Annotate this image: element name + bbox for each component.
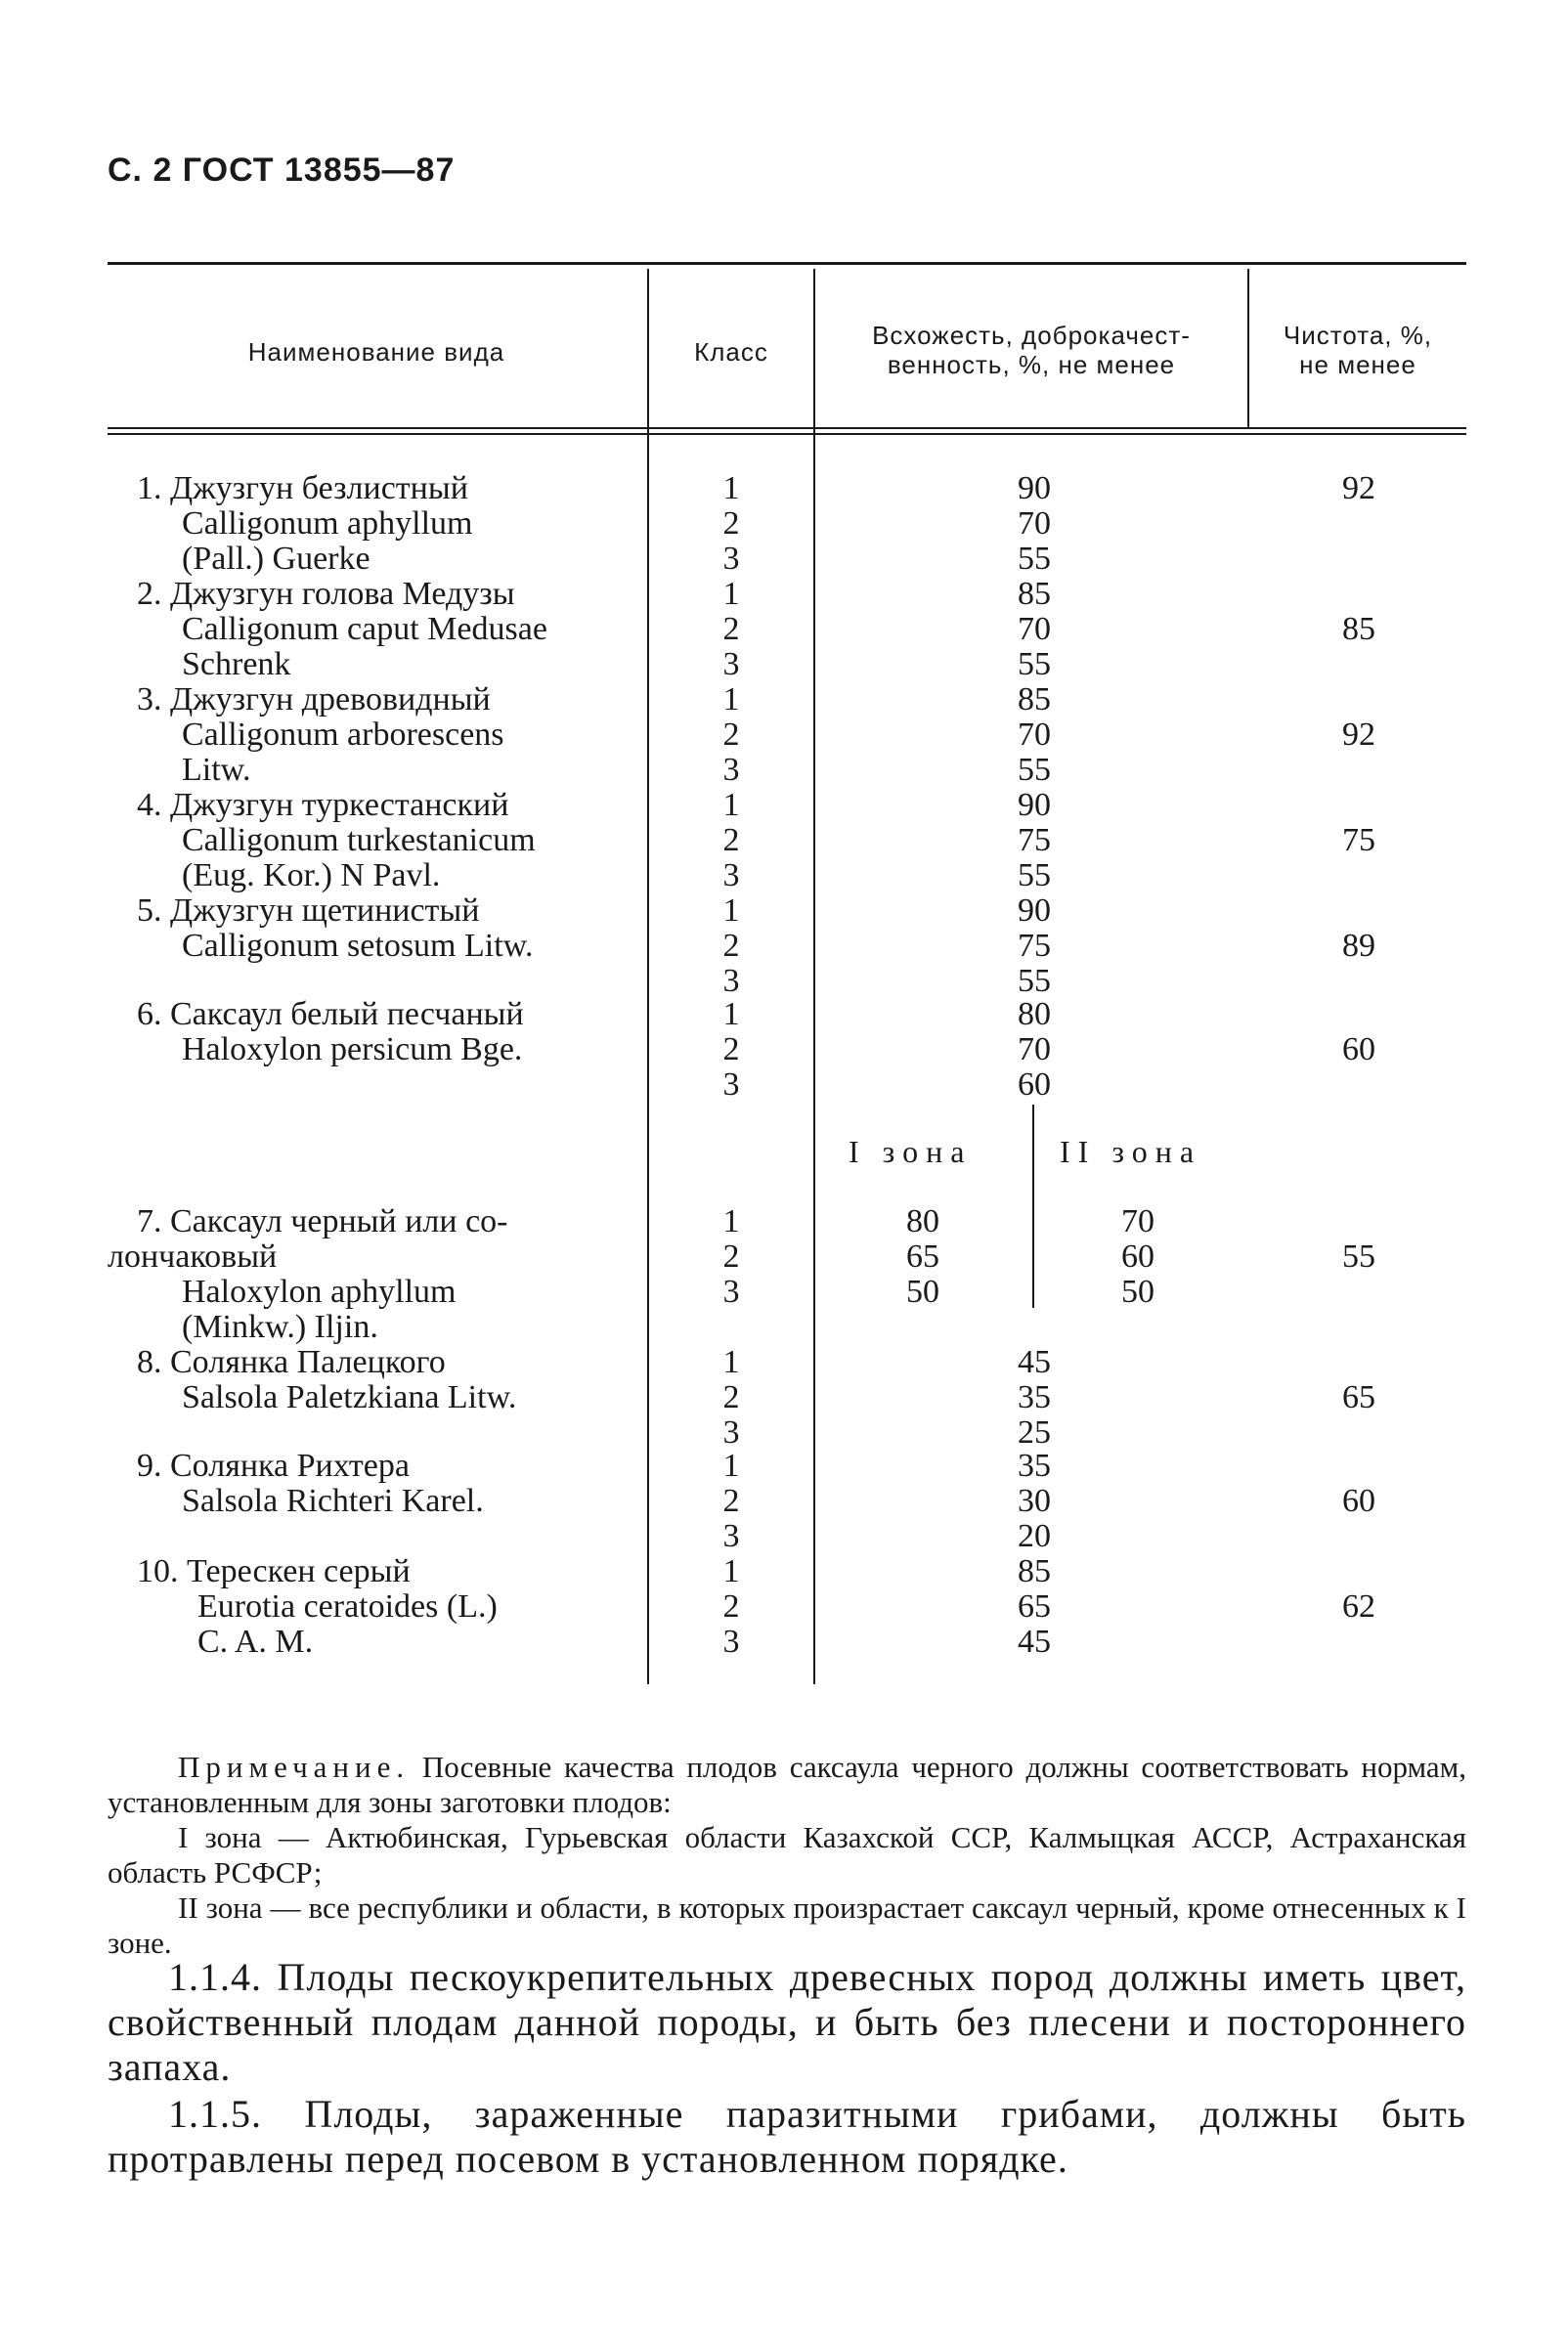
table-row-name: 3. Джузгун древовидный Calligonum arborescens Litw. [137, 681, 504, 788]
zone-divider [1032, 1105, 1034, 1308]
note-zone-1: I зона — Актюбинская, Гурьевская области Казахской ССР, Калмыцкая АССР, Астраханская область РСФСР; [108, 1820, 1466, 1890]
table-row-germination: 90 75 55 [1018, 787, 1051, 893]
body-text [108, 1955, 1466, 2184]
table-row-class: 1 2 3 [722, 892, 740, 999]
table-row-name: 1. Джузгун безлистный Calligonum aphyllum (Pall.) Guerke [137, 470, 473, 577]
table-row-class: 1 2 3 [722, 1344, 740, 1451]
table-row-germination: 85 70 55 [1018, 681, 1051, 788]
table-header-rule-2 [108, 433, 1466, 435]
table-row-name: 2. Джузгун голова Медузы Calligonum caput Medusae Schrenk [137, 576, 547, 682]
table-row-germination: 80 70 60 [1018, 996, 1051, 1103]
table-header-rule [108, 427, 1466, 429]
table-row-class: 1 2 3 [722, 470, 740, 577]
table-row-germination: 90 75 55 [1018, 892, 1051, 999]
table-row-purity: 60 [1342, 1483, 1375, 1519]
table-row-germination: 35 30 20 [1018, 1448, 1051, 1554]
table-row-purity: 92 [1342, 470, 1375, 506]
note-label: Примечание. [178, 1750, 411, 1784]
table-row-purity: 75 [1342, 822, 1375, 858]
table-row-class: 1 2 3 [722, 787, 740, 893]
table-row-germination: 90 70 55 [1018, 470, 1051, 577]
table-row-class: 1 2 3 [722, 1448, 740, 1554]
table-row-purity: 55 [1342, 1238, 1375, 1275]
table-row-name-cont: Haloxylon aphyllum (Minkw.) Iljin. [182, 1274, 457, 1345]
table-row-purity: 65 [1342, 1379, 1375, 1415]
table-row-name: 6. Саксаул белый песчаный Haloxylon persicum Bge. [137, 996, 524, 1067]
col-divider-1 [647, 269, 649, 1684]
table-note [108, 1750, 1466, 1961]
table-row-purity: 92 [1342, 717, 1375, 753]
table-row-name: 7. Саксаул черный или со- [137, 1203, 508, 1239]
paragraph-1-1-5: 1.1.5. Плоды, зараженные паразитными грибами, должны быть протравлены перед посевом в установленном порядке. [108, 2092, 1466, 2181]
page-header: С. 2 ГОСТ 13855—87 [108, 152, 456, 189]
table-row-class: 1 2 3 [722, 1203, 740, 1310]
table-row-name: 8. Солянка Палецкого Salsola Paletzkiana Litw. [137, 1344, 517, 1415]
table-row-name-cont: лончаковый [108, 1238, 278, 1275]
table-row-purity: 89 [1342, 928, 1375, 964]
table-row-purity: 62 [1342, 1588, 1375, 1625]
paragraph-1-1-4: 1.1.4. Плоды пескоукрепительных древесных пород должны иметь цвет, свойственный плодам данной породы, и быть без плесени и постороннего запаха. [108, 1955, 1466, 2089]
zone-2-label: II зона [1060, 1134, 1202, 1169]
table-row-class: 1 2 3 [722, 576, 740, 682]
table-row-name: 5. Джузгун щетинистый Calligonum setosum Litw. [137, 892, 534, 964]
col-header-name: Наименование вида [247, 337, 505, 367]
table-top-rule [108, 262, 1466, 265]
table-row-germination: 85 70 55 [1018, 576, 1051, 682]
zone-1-label: I зона [849, 1134, 973, 1169]
table-row-name: 9. Солянка Рихтера Salsola Richteri Karel. [137, 1448, 484, 1519]
col-divider-2 [813, 269, 815, 1684]
col-header-class: Класс [694, 337, 768, 367]
col-header-purity: Чистота, %, не менее [1283, 321, 1433, 379]
table-row-germination: 85 65 45 [1018, 1553, 1051, 1660]
table-row-class: 1 2 3 [722, 1553, 740, 1660]
table-row-germination-zone2: 70 60 50 [1121, 1203, 1154, 1310]
table-row-name: 4. Джузгун туркестанский Calligonum turkestanicum (Eug. Kor.) N Pavl. [137, 787, 536, 893]
table-row-class: 1 2 3 [722, 996, 740, 1103]
table-row-class: 1 2 3 [722, 681, 740, 788]
table-row-germination-zone1: 80 65 50 [906, 1203, 939, 1310]
table-row-purity: 60 [1342, 1031, 1375, 1067]
table-row-germination: 45 35 25 [1018, 1344, 1051, 1451]
note-zone-2: II зона — все республики и области, в которых произрастает саксаул черный, кроме отнесенных к I зоне. [108, 1890, 1466, 1960]
note-text: Посевные качества плодов саксаула черного должны соответствовать нормам, установленным для зоны заготовки плодов: [108, 1750, 1467, 1819]
table-row-name: 10. Терескен серый Eurotia ceratoides (L.) C. A. M. [137, 1553, 498, 1660]
col-header-germination: Всхожесть, доброкачест- венность, %, не менее [872, 321, 1191, 379]
table-row-purity: 85 [1342, 611, 1375, 647]
